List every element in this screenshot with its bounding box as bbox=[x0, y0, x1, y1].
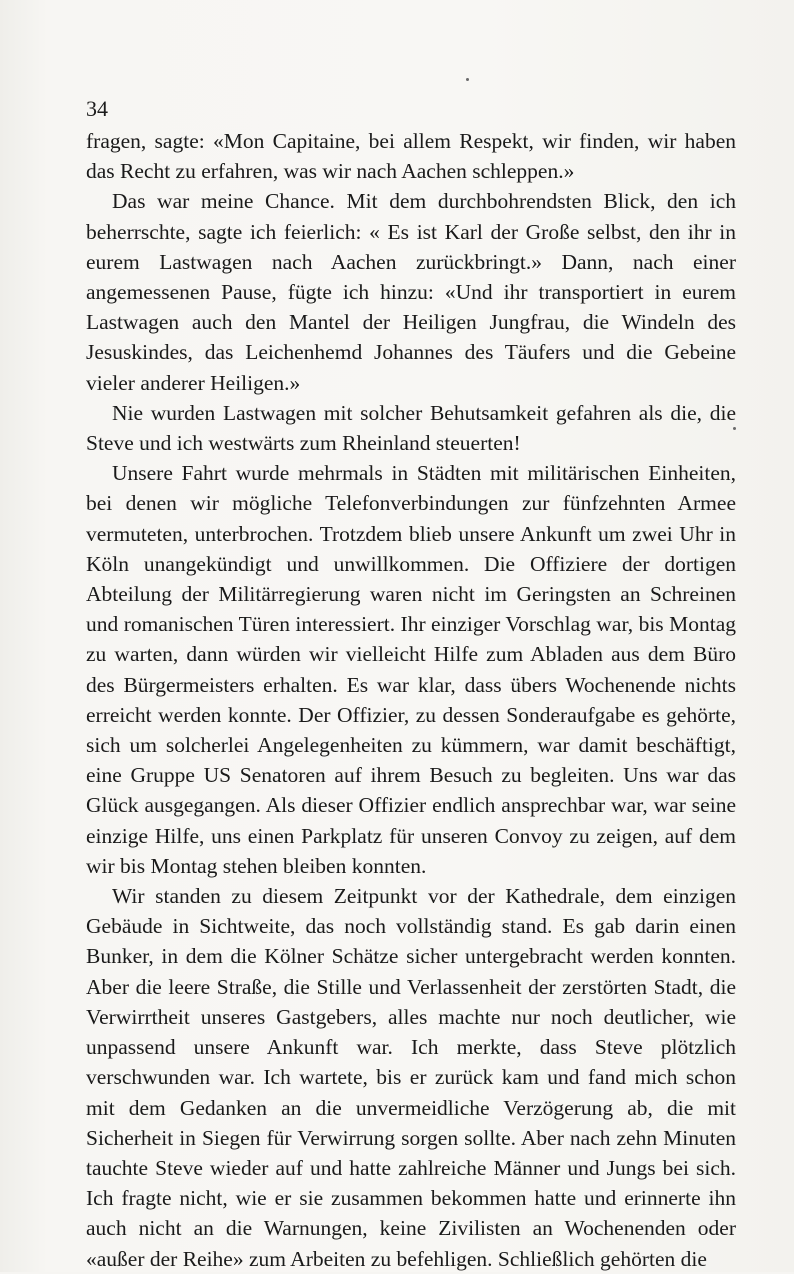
body-text bbox=[86, 126, 736, 1274]
page-number: 34 bbox=[86, 96, 108, 121]
paragraph-3: Nie wurden Lastwagen mit solcher Behutsamkeit gefahren als die, die Steve und ich westwärts zum Rheinland steuerten! bbox=[86, 400, 736, 456]
paper-speck bbox=[466, 78, 469, 81]
paragraph-2: Das war meine Chance. Mit dem durchbohrendsten Blick, den ich beherrschte, sagte ich feierlich: « Es ist Karl der Große selbst, den ihr in eurem Lastwagen nach Aachen zurückbringt.» Dann, nach einer angemessenen Pause, fügte ich hinzu: «Und ihr transportiert in eurem Lastwagen auch den Mantel der Heiligen Jungfrau, die Windeln des Jesuskindes, das Leichenhemd Johannes des Täufers und die Gebeine vieler anderer Heiligen.» bbox=[86, 189, 736, 395]
paragraph-4: Unsere Fahrt wurde mehrmals in Städten mit militärischen Einheiten, bei denen wir mögliche Telefonverbindungen zur fünfzehnten Armee vermuteten, unterbrochen. Trotzdem blieb unsere Ankunft um zwei Uhr in Köln unangekündigt und unwillkommen. Die Offiziere der dortigen Abteilung der Militärregierung waren nicht im Geringsten an Schreinen und romanischen Türen interessiert. Ihr einziger Vorschlag war, bis Montag zu warten, dann würden wir vielleicht Hilfe zum Abladen aus dem Büro des Bürgermeisters erhalten. Es war klar, dass übers Wochenende nichts erreicht werden konnte. Der Offizier, zu dessen Sonderaufgabe es gehörte, sich um solcherlei Angelegenheiten zu kümmern, war damit beschäftigt, eine Gruppe US Senatoren auf ihrem Besuch zu begleiten. Uns war das Glück ausgegangen. Als dieser Offizier endlich ansprechbar war, war seine einzige Hilfe, uns einen Parkplatz für unseren Convoy zu zeigen, auf dem wir bis Montag stehen bleiben konnten. bbox=[86, 461, 736, 878]
paper-speck bbox=[733, 427, 736, 430]
paragraph-5: Wir standen zu diesem Zeitpunkt vor der Kathedrale, dem einzigen Gebäude in Sichtweite, das noch vollständig stand. Es gab darin einen Bunker, in dem die Kölner Schätze sicher untergebracht werden konnten. Aber die leere Straße, die Stille und Verlassenheit der zerstörten Stadt, die Verwirrtheit unseres Gastgebers, alles machte nur noch deutlicher, wie unpassend unsere Ankunft war. Ich merkte, dass Steve plötzlich verschwunden war. Ich wartete, bis er zurück kam und fand mich schon mit dem Gedanken an die unvermeidliche Verzögerung ab, die mit Sicherheit in Siegen für Verwirrung sorgen sollte. Aber nach zehn Minuten tauchte Steve wieder auf und hatte zahlreiche Männer und Jungs bei sich. Ich fragte nicht, wie er sie zusammen bekommen hatte und erinnerte ihn auch nicht an die Warnungen, keine Zivilisten an Wochenenden oder «außer der Reihe» zum Arbeiten zu befehligen. Schließlich gehörten die bbox=[86, 884, 736, 1271]
paragraph-1: fragen, sagte: «Mon Capitaine, bei allem Respekt, wir finden, wir haben das Recht zu erfahren, was wir nach Aachen schleppen.» bbox=[86, 129, 736, 184]
